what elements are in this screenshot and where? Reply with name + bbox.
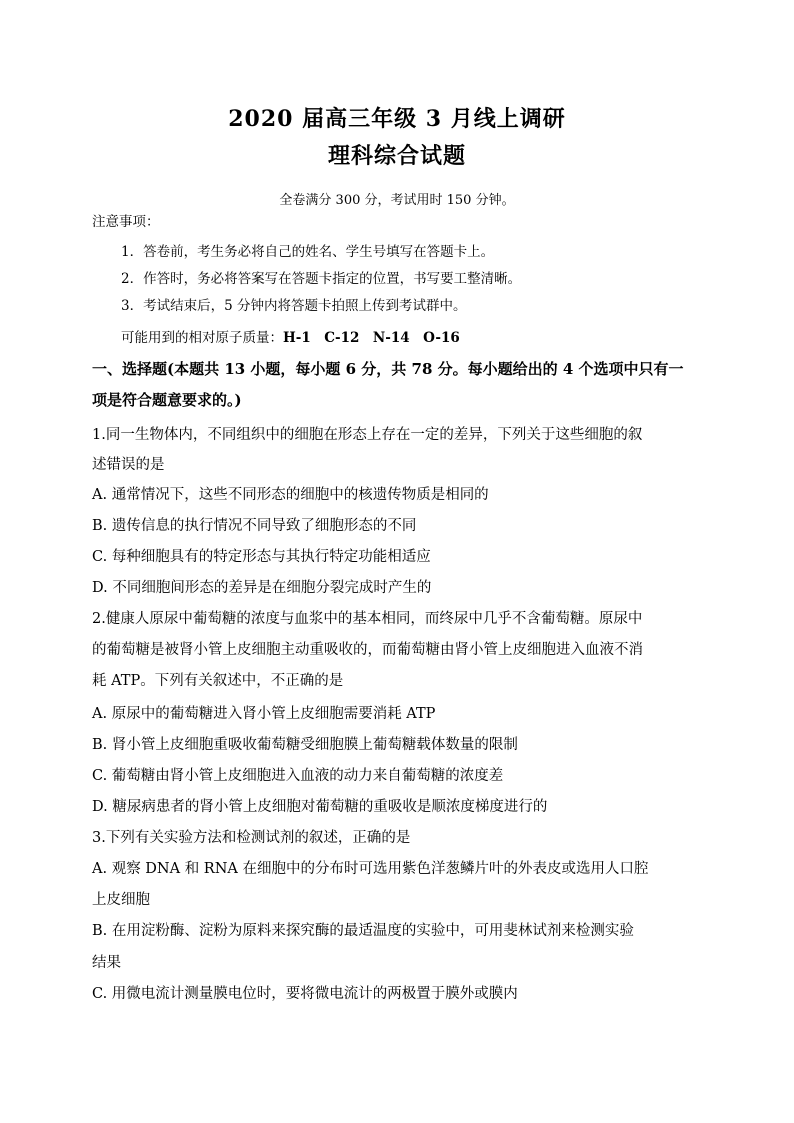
question-option: B. 肾小管上皮细胞重吸收葡萄糖受细胞膜上葡萄糖载体数量的限制 — [92, 737, 518, 753]
question-option: C. 用微电流计测量膜电位时，要将微电流计的两极置于膜外或膜内 — [92, 986, 518, 1002]
section-heading-cont: 项是符合题意要求的。) — [92, 391, 242, 409]
question-option: B. 在用淀粉酶、淀粉为原料来探究酶的最适温度的实验中，可用斐林试剂来检测实验 — [92, 923, 634, 939]
atomic-mass-label: 可能用到的相对原子质量： — [121, 330, 283, 346]
section-heading: 一、选择题(本题共 13 小题，每小题 6 分，共 78 分。每小题给出的 4 个选项中只有一 — [92, 360, 684, 378]
atomic-mass-line — [121, 328, 741, 348]
question-option: D. 不同细胞间形态的差异是在细胞分裂完成时产生的 — [92, 580, 432, 596]
question-stem: 耗 ATP。下列有关叙述中，不正确的是 — [92, 673, 344, 689]
question-stem: 的葡萄糖是被肾小管上皮细胞主动重吸收的，而葡萄糖由肾小管上皮细胞进入血液不消 — [92, 642, 643, 658]
atomic-mass-values: H-1 C-12 N-14 O-16 — [283, 330, 460, 346]
question-stem: 3.下列有关实验方法和检测试剂的叙述，正确的是 — [92, 830, 411, 846]
question-option: C. 每种细胞具有的特定形态与其执行特定功能相适应 — [92, 549, 431, 565]
note-item: 1．答卷前，考生务必将自己的姓名、学生号填写在答题卡上。 — [121, 244, 495, 260]
question-option: A. 原尿中的葡萄糖进入肾小管上皮细胞需要消耗 ATP — [92, 706, 436, 722]
note-item: 2．作答时，务必将答案写在答题卡指定的位置，书写要工整清晰。 — [121, 271, 522, 287]
exam-score-info: 全卷满分 300 分，考试用时 150 分钟。 — [279, 193, 515, 208]
question-stem: 2.健康人原尿中葡萄糖的浓度与血浆中的基本相同，而终尿中几乎不含葡萄糖。原尿中 — [92, 611, 643, 627]
question-stem: 1.同一生物体内，不同组织中的细胞在形态上存在一定的差异，下列关于这些细胞的叙 — [92, 427, 643, 443]
question-option: A. 观察 DNA 和 RNA 在细胞中的分布时可选用紫色洋葱鳞片叶的外表皮或选用人口腔 — [92, 861, 649, 877]
exam-title: 2020 届高三年级 3 月线上调研 — [228, 106, 566, 132]
question-option-cont: 结果 — [92, 955, 121, 971]
question-stem: 述错误的是 — [92, 457, 165, 473]
exam-subject-title: 理科综合试题 — [327, 143, 466, 169]
question-option-cont: 上皮细胞 — [92, 892, 150, 908]
question-option: D. 糖尿病患者的肾小管上皮细胞对葡萄糖的重吸收是顺浓度梯度进行的 — [92, 799, 548, 815]
question-option: C. 葡萄糖由肾小管上皮细胞进入血液的动力来自葡萄糖的浓度差 — [92, 768, 504, 784]
question-option: A. 通常情况下，这些不同形态的细胞中的核遗传物质是相同的 — [92, 487, 489, 503]
question-option: B. 遗传信息的执行情况不同导致了细胞形态的不同 — [92, 518, 417, 534]
note-item: 3．考试结束后，5 分钟内将答题卡拍照上传到考试群中。 — [121, 298, 467, 314]
notes-heading: 注意事项： — [92, 214, 160, 230]
